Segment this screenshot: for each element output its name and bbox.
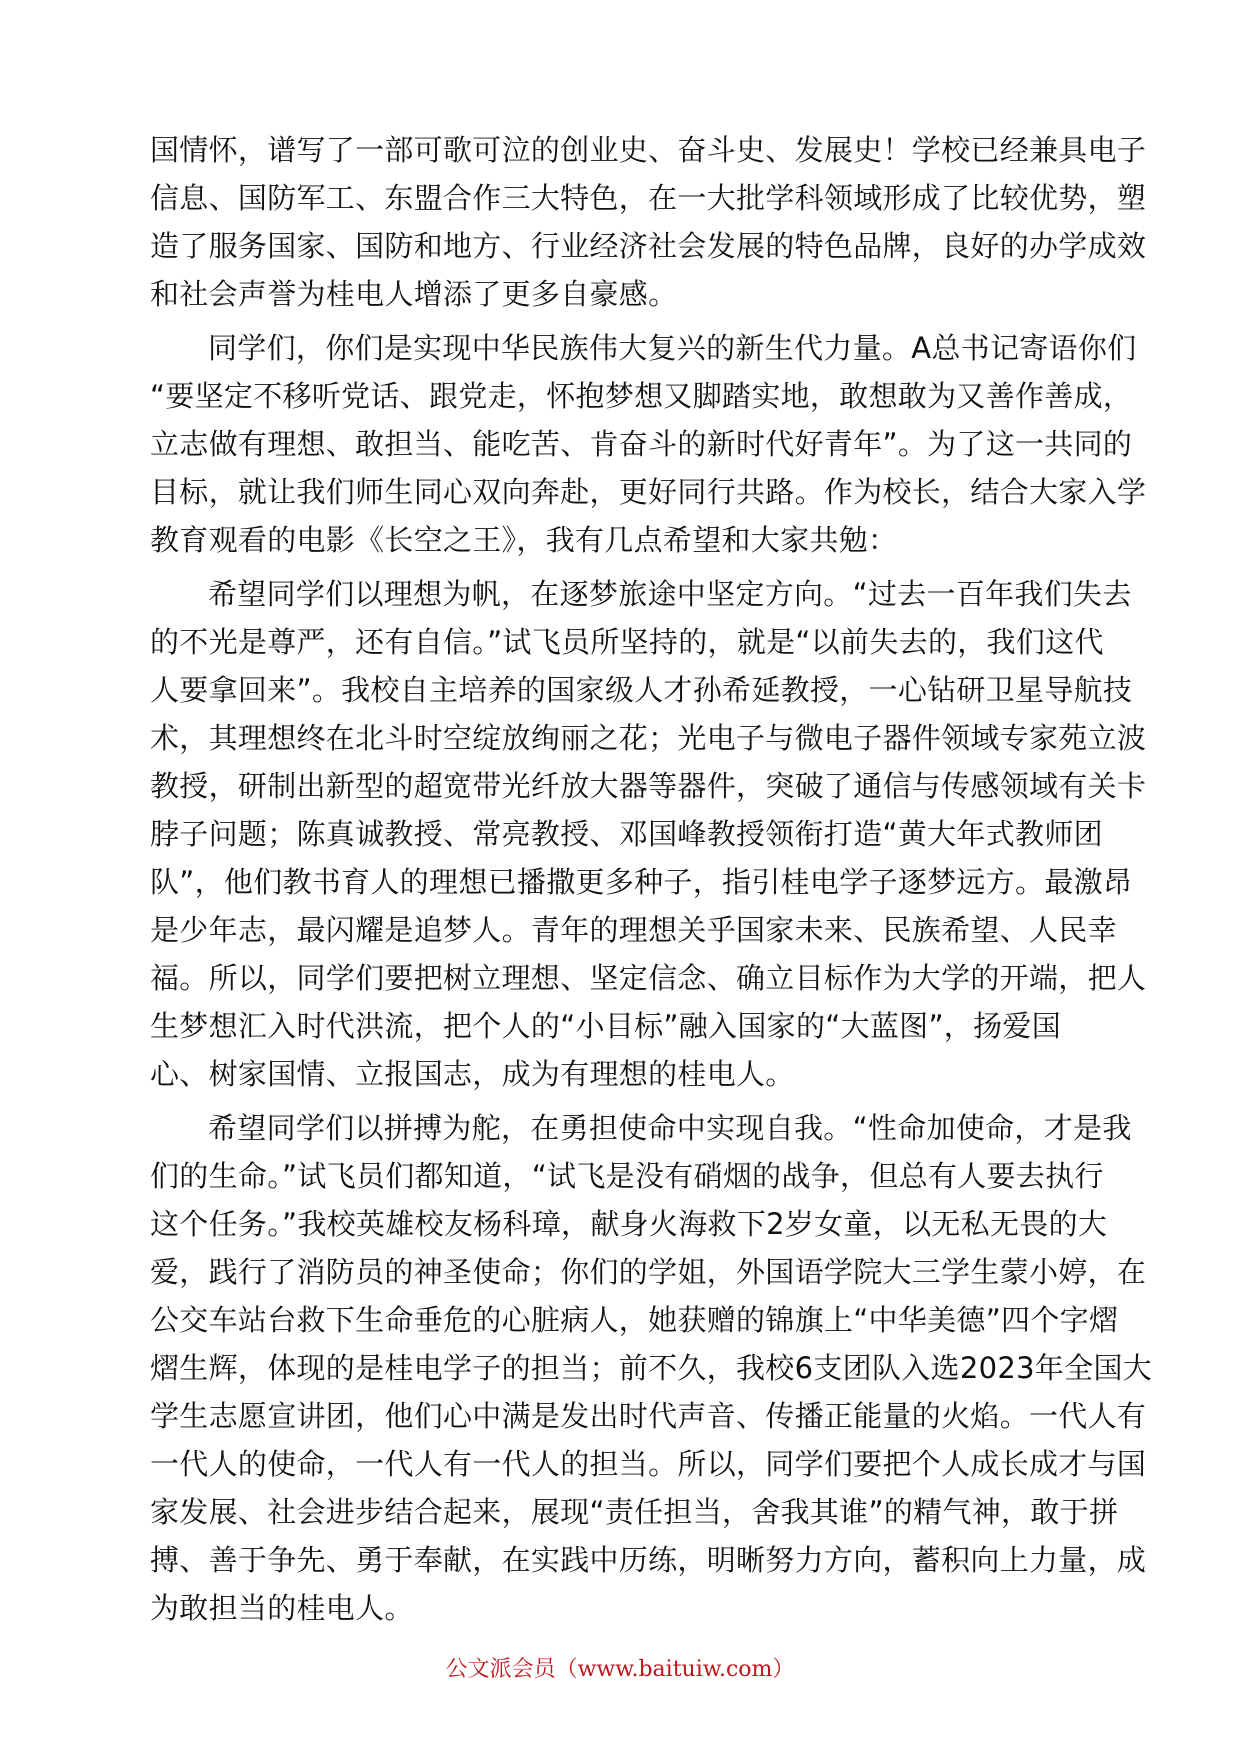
text-line: 生梦想汇入时代洪流，把个人的“小目标”融入国家的“大蓝图”，扬爱国 xyxy=(150,1009,1061,1043)
text-line: 造了服务国家、国防和地方、行业经济社会发展的特色品牌，良好的办学成效 xyxy=(150,229,1147,263)
text-line: 队”，他们教书育人的理想已播撒更多种子，指引桂电学子逐梦远方。最激昂 xyxy=(150,865,1133,899)
footer-watermark: 公文派会员（www.baituiw.com） xyxy=(445,1657,795,1682)
text-line: 脖子问题；陈真诚教授、常亮教授、邓国峰教授领衔打造“黄大年式教师团 xyxy=(150,817,1103,851)
text-line: 是少年志，最闪耀是追梦人。青年的理想关乎国家未来、民族希望、人民幸 xyxy=(150,913,1117,947)
text-line: 信息、国防军工、东盟合作三大特色，在一大批学科领域形成了比较优势，塑 xyxy=(150,181,1147,215)
text-line: 一代人的使命，一代人有一代人的担当。所以，同学们要把个人成长成才与国 xyxy=(150,1447,1147,1481)
paragraph-2 xyxy=(150,324,1147,564)
text-line: 心、树家国情、立报国志，成为有理想的桂电人。 xyxy=(150,1057,795,1091)
text-line: 立志做有理想、敢担当、能吃苦、肯奋斗的新时代好青年”。为了这一共同的 xyxy=(150,427,1133,461)
paragraph-1 xyxy=(150,126,1147,318)
text-line: 爱，践行了消防员的神圣使命；你们的学姐，外国语学院大三学生蒙小婷，在 xyxy=(150,1255,1147,1289)
text-line: 们的生命。”试飞员们都知道，“试飞是没有硝烟的战争，但总有人要去执行 xyxy=(150,1159,1104,1193)
text-line: 这个任务。”我校英雄校友杨科璋，献身火海救下2岁女童，以无私无畏的大 xyxy=(150,1207,1108,1241)
text-line: 福。所以，同学们要把树立理想、坚定信念、确立目标作为大学的开端，把人 xyxy=(150,961,1147,995)
text-line: 学生志愿宣讲团，他们心中满是发出时代声音、传播正能量的火焰。一代人有 xyxy=(150,1399,1147,1433)
text-line: 术，其理想终在北斗时空绽放绚丽之花；光电子与微电子器件领域专家苑立波 xyxy=(150,721,1147,755)
text-line: 同学们，你们是实现中华民族伟大复兴的新生代力量。A总书记寄语你们 xyxy=(208,331,1137,365)
text-line: 人要拿回来”。我校自主培养的国家级人才孙希延教授，一心钻研卫星导航技 xyxy=(150,673,1133,707)
text-line: 教授，研制出新型的超宽带光纤放大器等器件，突破了通信与传感领域有关卡 xyxy=(150,769,1147,803)
text-line: “要坚定不移听党话、跟党走，怀抱梦想又脚踏实地，敢想敢为又善作善成， xyxy=(150,379,1133,413)
text-line: 希望同学们以拼搏为舵，在勇担使命中实现自我。“性命加使命，才是我 xyxy=(208,1111,1132,1145)
paragraph-3 xyxy=(150,570,1147,1098)
text-line: 的不光是尊严，还有自信。”试飞员所坚持的，就是“以前失去的，我们这代 xyxy=(150,625,1104,659)
text-line: 和社会声誉为桂电人增添了更多自豪感。 xyxy=(150,277,678,311)
text-line: 目标，就让我们师生同心双向奔赴，更好同行共路。作为校长，结合大家入学 xyxy=(150,475,1147,509)
paragraph-4 xyxy=(150,1104,1153,1632)
text-line: 公交车站台救下生命垂危的心脏病人，她获赠的锦旗上“中华美德”四个字熠 xyxy=(150,1303,1119,1337)
body-text xyxy=(150,126,1153,1638)
text-line: 教育观看的电影《长空之王》，我有几点希望和大家共勉： xyxy=(150,523,898,557)
text-line: 国情怀，谱写了一部可歌可泣的创业史、奋斗史、发展史！学校已经兼具电子 xyxy=(150,133,1147,167)
text-line: 为敢担当的桂电人。 xyxy=(150,1591,414,1625)
text-line: 家发展、社会进步结合起来，展现“责任担当，舍我其谁”的精气神，敢于拼 xyxy=(150,1495,1119,1529)
text-line: 熠生辉，体现的是桂电学子的担当；前不久，我校6支团队入选2023年全国大 xyxy=(150,1351,1153,1385)
text-line: 希望同学们以理想为帆，在逐梦旅途中坚定方向。“过去一百年我们失去 xyxy=(208,577,1132,611)
text-line: 搏、善于争先、勇于奉献，在实践中历练，明晰努力方向，蓄积向上力量，成 xyxy=(150,1543,1147,1577)
